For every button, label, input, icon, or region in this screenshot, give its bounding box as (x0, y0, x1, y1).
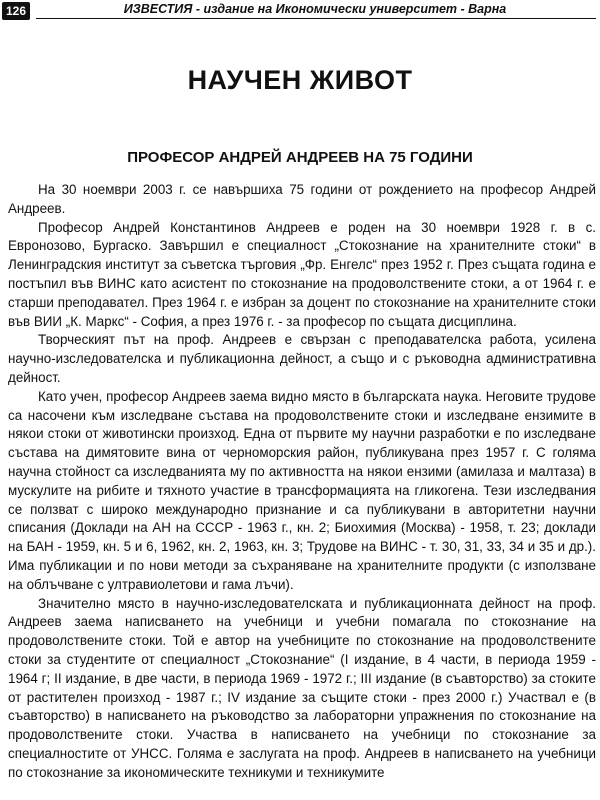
section-title: НАУЧЕН ЖИВОТ (187, 65, 413, 95)
paragraph-intro: На 30 ноември 2003 г. се навършиха 75 години от рождението на професор Андрей Андреев. (8, 182, 596, 216)
article-title: ПРОФЕСОР АНДРЕЙ АНДРЕЕВ НА 75 ГОДИНИ (127, 149, 473, 166)
paragraph-biography: Професор Андрей Константинов Андреев е роден на 30 ноември 1928 г. в с. Евронозово, Бургаско. Завършил е специалност „Стокознание на хранителните стоки“ в Ленинградския институт за съветска търговия „Фр. Енгелс“ през 1952 г. През същата година е постъпил във ВИНС като асистент по стокознание на продоволствените стоки, а от 1964 г. е старши преподавател. През 1964 г. е избран за доцент по стокознание на хранителните стоки във ВИИ „К. Маркс“ - София, а през 1976 г. - за професор по същата дисциплина. (8, 219, 596, 329)
paragraph-career: Творческият път на проф. Андреев е свързан с преподавателска работа, усилена научно-изследователска и публикационна дейност, а също и с ръководна административна дейност. (8, 332, 596, 385)
paragraph-research: Като учен, професор Андреев заема видно място в българската наука. Неговите трудове са насочени към изследване състава на продоволствените стоки и изследване ензимите в някои стоки от животински произход. Една от първите му научни разработки е по изследване състава на димятовите вина от черноморския район, публикувана през 1957 г. С голяма научна стойност са изследванията му по активността на някои ензими (амилаза и малтаза) в мускулите на рибите и тяхното участие в трансформацията на гликогена. Тези изследвания се ползват с широко международно признание и са публикувани в авторитетни научни списания (Доклади на АН на СССР - 1963 г., кн. 2; Биохимия (Москва) - 1958, т. 23; доклади на БАН - 1959, кн. 5 и 6, 1962, кн. 2, 1963, кн. 3; Трудове на ВИНС - т. 30, 31, 33, 34 и 35 и др.). Има публикации и по нови методи за съхраняване на хранителните продукти (с използване на облъчване с ултравиолетови и гама лъчи). (8, 388, 596, 592)
running-header (0, 0, 600, 24)
article-body (8, 181, 596, 783)
journal-title: ИЗВЕСТИЯ - издание на Икономически университет - Варна (123, 2, 507, 16)
paragraph-textbooks: Значително място в научно-изследователската и публикационната дейност на проф. Андреев заема написването на учебници и учебни помагала по стокознание на продоволствените стоки. Той е автор на учебниците по стокознание на продоволствените стоки за студентите от специалност „Стокознание“ (I издание, в 4 части, в периода 1959 - 1964 г; II издание, в две части, в периода 1969 - 1972 г.; III издание (в съавторство) за стоките от растителен произход - 1987 г.; IV издание за същите стоки - през 2000 г.) Участвал е (в съавторство) в написването на ръководство за лабораторни упражнения по стокознание на продоволствените стоки. Участва в написването на учебници по стокознание за специалностите от УНСС. Голяма е заслугата на проф. Андреев в написването на учебници по стокознание за икономическите техникуми и техникумите (8, 595, 596, 780)
page-number: 126 (2, 2, 30, 20)
header-rule (36, 18, 596, 19)
